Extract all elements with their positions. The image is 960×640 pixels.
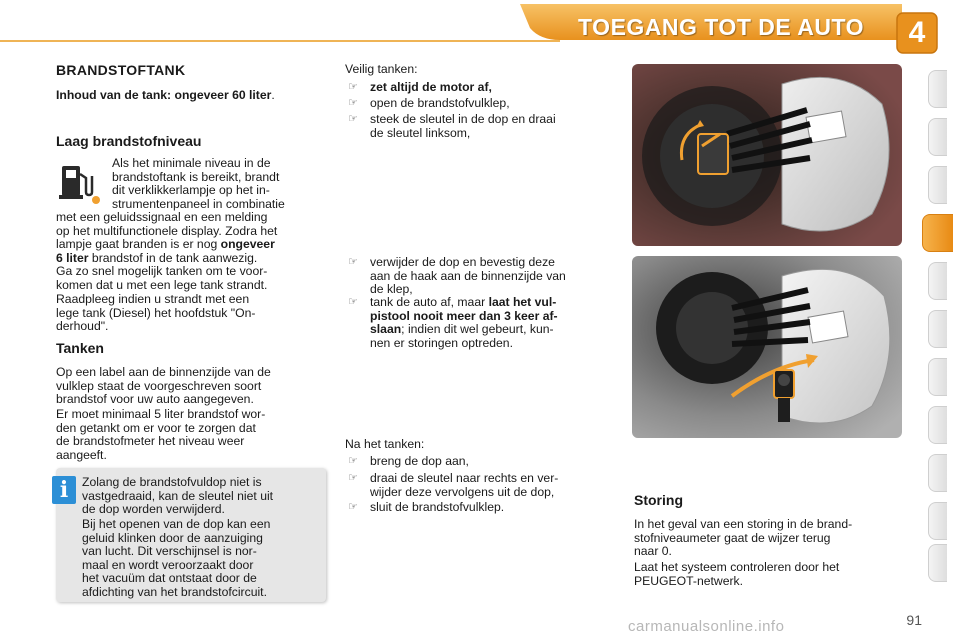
pointing-hand-bullet-icon: ☞ xyxy=(348,455,358,467)
bold-span: pistool nooit meer dan 3 keer af- xyxy=(370,308,558,323)
text-span: brandstof in de tank aanwezig. xyxy=(88,250,258,265)
fault-para-2 xyxy=(634,561,903,588)
fault-title: Storing xyxy=(634,492,683,508)
text-span: tank de auto af, maar xyxy=(370,295,489,309)
info-para-1 xyxy=(82,476,320,517)
list-item xyxy=(348,472,616,500)
text-line: aan de haak aan de binnenzijde van xyxy=(370,268,566,283)
chapter-tab-1[interactable] xyxy=(928,70,947,108)
chapter-tab-5[interactable] xyxy=(928,262,947,300)
list-item xyxy=(348,81,616,95)
text-line: vastgedraaid, kan de sleutel niet uit xyxy=(82,488,274,503)
bullet-text: zet altijd de motor af, xyxy=(370,80,492,94)
text-line: draai de sleutel naar rechts en ver- xyxy=(370,471,559,485)
bold-span: laat het vul- xyxy=(488,295,557,309)
refuel-para-1 xyxy=(56,366,325,407)
text-line: van lucht. Dit verschijnsel is nor- xyxy=(82,544,257,559)
chapter-tab-4[interactable] xyxy=(922,214,953,252)
bullet-text xyxy=(370,472,616,499)
text-line: de brandstofmeter het niveau weer xyxy=(56,434,245,449)
low-level-para-2 xyxy=(56,265,325,292)
text-line: de sleutel linksom, xyxy=(370,125,471,140)
text-line: PEUGEOT-netwerk. xyxy=(634,573,744,588)
text-line: het vacuüm dat ontstaat door de xyxy=(82,571,257,586)
text-line: lege tank (Diesel) het hoofdstuk "On- xyxy=(56,305,256,320)
list-item xyxy=(348,256,616,298)
text-line: afdichting van het brandstofcircuit. xyxy=(82,584,267,599)
bullet-text xyxy=(370,296,616,350)
chapter-tab-3[interactable] xyxy=(928,166,947,204)
low-level-para-bottom xyxy=(56,211,325,265)
list-item xyxy=(348,455,616,469)
text-line: de klep, xyxy=(370,282,413,297)
safe-refuel-title: Veilig tanken: xyxy=(345,62,418,76)
text-line xyxy=(56,238,325,252)
fuel-pump-warning-icon xyxy=(56,160,104,206)
low-level-para-3 xyxy=(56,293,325,334)
text-line xyxy=(370,310,616,324)
chapter-tabs xyxy=(928,70,948,580)
text-line: met een geluidssignaal en een melding xyxy=(56,210,268,224)
pointing-hand-bullet-icon: ☞ xyxy=(348,501,358,513)
chapter-tab-10[interactable] xyxy=(928,502,947,540)
chapter-tab-11[interactable] xyxy=(928,544,947,582)
bold-span: 6 liter xyxy=(56,250,89,265)
bullet-text xyxy=(370,113,616,140)
pointing-hand-bullet-icon: ☞ xyxy=(348,296,358,308)
info-para-2 xyxy=(82,518,320,600)
text-line: brandstoftank is bereikt, brandt xyxy=(112,169,280,184)
text-line: steek de sleutel in de dop en draai xyxy=(370,112,556,126)
fuel-cap-key-photo xyxy=(632,64,902,246)
text-line: de dop worden verwijderd. xyxy=(82,502,225,517)
text-line: strumentenpaneel in combinatie xyxy=(112,196,285,211)
text-line: stofniveaumeter gaat de wijzer terug xyxy=(634,530,831,545)
chapter-tab-8[interactable] xyxy=(928,406,947,444)
text-line: maal en wordt veroorzaakt door xyxy=(82,557,254,572)
text-span: lampje gaat branden is er nog xyxy=(56,237,221,252)
text-line: Als het minimale niveau in de xyxy=(112,156,271,170)
refuel-para-2 xyxy=(56,408,325,462)
tank-capacity xyxy=(56,88,275,102)
list-item xyxy=(348,501,616,515)
chapter-tab-2[interactable] xyxy=(928,118,947,156)
list-item xyxy=(348,296,616,352)
bullet-text: sluit de brandstofvulklep. xyxy=(370,500,505,514)
text-line: brandstof voor uw auto aangegeven. xyxy=(56,392,254,407)
text-line xyxy=(370,296,616,310)
text-line: wijder deze vervolgens uit de dop, xyxy=(370,484,555,499)
text-line: verwijder de dop en bevestig deze xyxy=(370,255,555,269)
bullet-text: breng de dop aan, xyxy=(370,454,469,468)
text-line: dit verklikkerlampje op het in- xyxy=(112,183,270,198)
refuel-title: Tanken xyxy=(56,340,104,356)
text-line: Zolang de brandstofvuldop niet is xyxy=(82,475,262,489)
tank-capacity-text: Inhoud van de tank: ongeveer 60 liter xyxy=(56,88,272,102)
text-line: Op een label aan de binnenzijde van de xyxy=(56,365,271,379)
text-line: geluid klinken door de aanzuiging xyxy=(82,530,263,545)
text-line: den getankt om er voor te zorgen dat xyxy=(56,420,256,435)
text-line xyxy=(370,323,616,337)
fuel-cap-removed-photo xyxy=(632,256,902,438)
text-line: Raadpleeg indien u strandt met een xyxy=(56,292,250,306)
after-refuel-title: Na het tanken: xyxy=(345,437,425,451)
bold-span: ongeveer xyxy=(220,237,275,252)
bold-span: slaan xyxy=(370,322,402,337)
chapter-number: 4 xyxy=(908,16,926,49)
pointing-hand-bullet-icon: ☞ xyxy=(348,81,358,93)
chapter-tab-7[interactable] xyxy=(928,358,947,396)
pointing-hand-bullet-icon: ☞ xyxy=(348,97,358,109)
pointing-hand-bullet-icon: ☞ xyxy=(348,472,358,484)
text-line: In het geval van een storing in de brand- xyxy=(634,517,853,531)
pointing-hand-bullet-icon: ☞ xyxy=(348,113,358,125)
bullet-text xyxy=(370,256,616,297)
fault-para-1 xyxy=(634,518,903,559)
chapter-title: TOEGANG TOT DE AUTO xyxy=(578,14,864,40)
text-line: Ga zo snel mogelijk tanken om te voor- xyxy=(56,264,268,278)
list-item xyxy=(348,113,616,141)
pointing-hand-bullet-icon: ☞ xyxy=(348,256,358,268)
text-line: derhoud". xyxy=(56,319,109,334)
list-item xyxy=(348,97,616,111)
info-icon: i xyxy=(52,476,76,504)
chapter-tab-6[interactable] xyxy=(928,310,947,348)
bullet-text: open de brandstofvulklep, xyxy=(370,96,510,110)
chapter-tab-9[interactable] xyxy=(928,454,947,492)
text-line: Laat het systeem controleren door het xyxy=(634,560,840,574)
text-line: Er moet minimaal 5 liter brandstof wor- xyxy=(56,407,266,421)
tank-capacity-end: . xyxy=(271,88,275,102)
text-line: komen dat u met een lege tank strandt. xyxy=(56,277,268,292)
text-line: naar 0. xyxy=(634,544,672,559)
text-span: ; indien dit wel gebeurt, kun- xyxy=(401,322,554,337)
low-level-title: Laag brandstofniveau xyxy=(56,133,202,149)
section-title: BRANDSTOFTANK xyxy=(56,62,186,78)
low-level-para-top xyxy=(112,157,325,211)
text-line: nen er storingen optreden. xyxy=(370,335,513,350)
page-number: 91 xyxy=(906,612,922,628)
text-line: Bij het openen van de dop kan een xyxy=(82,517,271,531)
text-line: op het multifunctionele display. Zodra het xyxy=(56,223,278,238)
text-line: vulklep staat de voorgeschreven soort xyxy=(56,378,262,393)
watermark: carmanualsonline.info xyxy=(628,618,785,635)
text-line: aangeeft. xyxy=(56,447,107,462)
